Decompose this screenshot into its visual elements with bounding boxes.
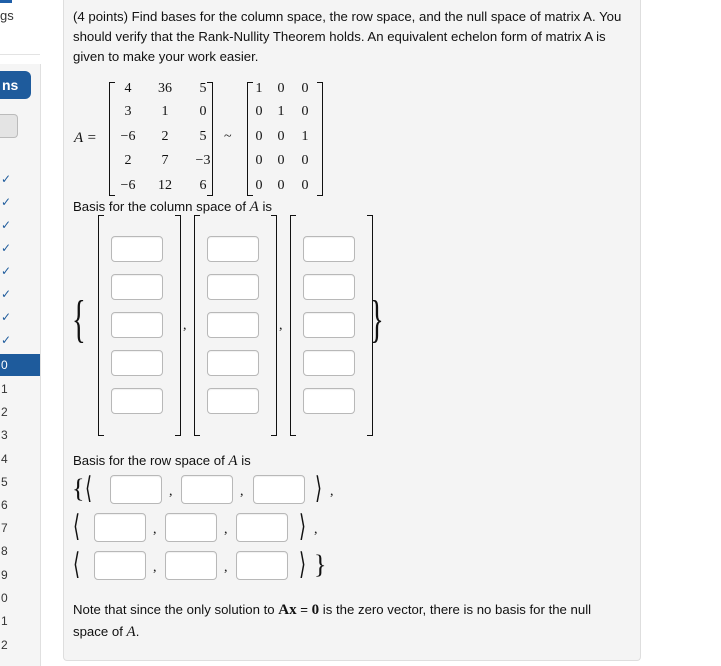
column-vector-1-left-bracket	[98, 215, 104, 436]
matrix-a-cell: 36	[158, 81, 172, 96]
sidebar-item-number[interactable]: 2	[1, 638, 8, 652]
column-vector-3-entry-3-input[interactable]	[303, 312, 355, 338]
sidebar-item-number[interactable]: 6	[1, 498, 8, 512]
echelon-cell: 0	[277, 129, 285, 144]
matrix-a-cell: 5	[199, 81, 207, 96]
sidebar-item-check[interactable]: ✓	[1, 195, 12, 209]
row-vector-comma: ,	[153, 560, 157, 575]
sidebar-button[interactable]	[0, 114, 18, 138]
note-eq-a: A	[278, 602, 290, 618]
note-eq-equals: =	[296, 602, 312, 617]
echelon-cell: 0	[301, 153, 309, 168]
row-vector-2-entry-2-input[interactable]	[165, 513, 217, 542]
equivalence-symbol: ~	[224, 129, 232, 144]
matrix-a-cell: 12	[158, 178, 172, 193]
column-vector-2-entry-2-input[interactable]	[207, 274, 259, 300]
sidebar-item-check[interactable]: ✓	[1, 264, 12, 278]
sidebar-top-accent	[0, 0, 12, 3]
echelon-cell: 0	[277, 178, 285, 193]
column-set-comma: ,	[279, 318, 283, 333]
column-vector-3-right-bracket	[367, 215, 373, 436]
sidebar-item-number[interactable]: 5	[1, 475, 8, 489]
row-space-label	[73, 451, 473, 471]
sidebar-divider	[0, 54, 40, 55]
echelon-cell: 0	[277, 153, 285, 168]
row-set-comma: ,	[330, 484, 334, 499]
matrix-a-cell: 2	[161, 129, 169, 144]
row-vector-1-close-angle: ⟩	[315, 472, 323, 505]
echelon-cell: 0	[255, 129, 263, 144]
row-vector-2-entry-1-input[interactable]	[94, 513, 146, 542]
row-vector-2-entry-3-input[interactable]	[236, 513, 288, 542]
sidebar-item-number[interactable]: 3	[1, 428, 8, 442]
column-vector-1-entry-2-input[interactable]	[111, 274, 163, 300]
matrix-a-cell: 2	[124, 153, 132, 168]
row-vector-3-open-angle: ⟨	[73, 548, 81, 581]
matrix-a-cell: 4	[124, 81, 132, 96]
echelon-cell: 1	[255, 81, 263, 96]
sidebar-item-check[interactable]: ✓	[1, 287, 12, 301]
column-space-label-suffix: is	[258, 199, 273, 214]
row-vector-comma: ,	[169, 484, 173, 499]
echelon-cell: 1	[301, 129, 309, 144]
row-space-label-text: Basis for the row space of	[73, 453, 229, 468]
column-space-label	[73, 197, 473, 217]
null-space-note	[73, 599, 629, 643]
row-vector-3-entry-1-input[interactable]	[94, 551, 146, 580]
column-vector-3-entry-4-input[interactable]	[303, 350, 355, 376]
column-vector-1-right-bracket	[175, 215, 181, 436]
column-vector-1-entry-5-input[interactable]	[111, 388, 163, 414]
row-vector-2-open-angle: ⟨	[73, 510, 81, 543]
echelon-cell: 0	[255, 153, 263, 168]
matrix-a-cell: −6	[120, 129, 136, 144]
matrix-a-cell: −3	[195, 153, 211, 168]
sidebar-item-number[interactable]: 9	[1, 568, 8, 582]
sidebar-section-badge[interactable]: ns	[0, 71, 31, 99]
column-vector-3-entry-5-input[interactable]	[303, 388, 355, 414]
sidebar-item-check[interactable]: ✓	[1, 218, 12, 232]
row-vector-1-entry-3-input[interactable]	[253, 475, 305, 504]
note-text: Note that since the only solution to	[73, 602, 279, 617]
matrix-a-cell: 6	[199, 178, 207, 193]
matrix-a-cell: 7	[161, 153, 169, 168]
row-vector-1-entry-1-input[interactable]	[110, 475, 162, 504]
note-end: .	[135, 624, 140, 639]
row-vector-3-close-angle: ⟩	[299, 548, 307, 581]
note-text-cont: is the zero vector, there is no basis for the null space of	[73, 602, 592, 639]
sidebar-item-number[interactable]: 1	[1, 382, 8, 396]
echelon-cell: 0	[277, 81, 285, 96]
row-set-comma: ,	[314, 522, 318, 537]
echelon-cell: 0	[255, 104, 263, 119]
problem-card	[63, 0, 641, 661]
echelon-cell: 0	[301, 178, 309, 193]
matrix-label-text: A =	[74, 130, 97, 146]
column-space-label-var: A	[249, 199, 259, 215]
column-vector-2-entry-3-input[interactable]	[207, 312, 259, 338]
echelon-cell: 0	[255, 178, 263, 193]
column-vector-1-entry-4-input[interactable]	[111, 350, 163, 376]
sidebar-item-number[interactable]: 7	[1, 521, 8, 535]
column-vector-2-right-bracket	[271, 215, 277, 436]
row-vector-3-entry-3-input[interactable]	[236, 551, 288, 580]
row-space-label-suffix: is	[237, 453, 251, 468]
row-set-close-brace: }	[314, 550, 327, 579]
column-set-open-brace: {	[72, 291, 86, 348]
matrix-a-cell: 0	[199, 104, 207, 119]
matrix-a-cell: 1	[161, 104, 169, 119]
echelon-cell: 0	[301, 104, 309, 119]
row-vector-comma: ,	[240, 484, 244, 499]
sidebar-item-number[interactable]: 4	[1, 452, 8, 466]
sidebar-title-fragment: gs	[0, 8, 14, 23]
row-vector-comma: ,	[224, 560, 228, 575]
echelon-cell: 1	[277, 104, 285, 119]
row-vector-comma: ,	[224, 522, 228, 537]
column-set-comma: ,	[183, 318, 187, 333]
column-vector-2-entry-4-input[interactable]	[207, 350, 259, 376]
column-vector-3-left-bracket	[290, 215, 296, 436]
sidebar-item-check[interactable]: ✓	[1, 172, 12, 186]
matrix-label	[74, 130, 97, 147]
row-vector-1-entry-2-input[interactable]	[181, 475, 233, 504]
column-vector-2-left-bracket	[194, 215, 200, 436]
note-eq-x: x	[289, 602, 297, 618]
column-space-label-text: Basis for the column space of	[73, 199, 250, 214]
column-vector-3-entry-2-input[interactable]	[303, 274, 355, 300]
matrix-a-cell: 3	[124, 104, 132, 119]
sidebar-item-number[interactable]: 1	[1, 614, 8, 628]
sidebar-item-check[interactable]: ✓	[1, 333, 12, 347]
row-vector-3-entry-2-input[interactable]	[165, 551, 217, 580]
note-eq-zero: 0	[311, 602, 320, 618]
column-vector-1-entry-3-input[interactable]	[111, 312, 163, 338]
column-vector-1-entry-1-input[interactable]	[111, 236, 163, 262]
left-sidebar	[0, 0, 40, 666]
sidebar-item-current[interactable]: 0	[0, 354, 40, 376]
matrix-a-cell: −6	[120, 178, 136, 193]
row-set-open-brace: {	[72, 474, 85, 503]
problem-statement: (4 points) Find bases for the column space, the row space, and the null space of matrix A. You should verify that the Rank-Nullity Theorem holds. An equivalent echelon form of matrix A is given to make your work easier.	[73, 9, 622, 64]
sidebar-item-check[interactable]: ✓	[1, 241, 12, 255]
sidebar-item-check[interactable]: ✓	[1, 310, 12, 324]
row-vector-1-open-angle: ⟨	[85, 472, 93, 505]
row-vector-2-close-angle: ⟩	[299, 510, 307, 543]
column-vector-2-entry-5-input[interactable]	[207, 388, 259, 414]
sidebar-item-number[interactable]: 0	[1, 591, 8, 605]
sidebar-item-number[interactable]: 8	[1, 544, 8, 558]
sidebar-item-number[interactable]: 2	[1, 405, 8, 419]
matrix-a-cell: 5	[199, 129, 207, 144]
row-vector-comma: ,	[153, 522, 157, 537]
column-vector-2-entry-1-input[interactable]	[207, 236, 259, 262]
row-space-label-var: A	[228, 453, 238, 469]
column-set-close-brace: }	[370, 291, 384, 348]
echelon-cell: 0	[301, 81, 309, 96]
column-vector-3-entry-1-input[interactable]	[303, 236, 355, 262]
note-var: A	[126, 624, 136, 640]
